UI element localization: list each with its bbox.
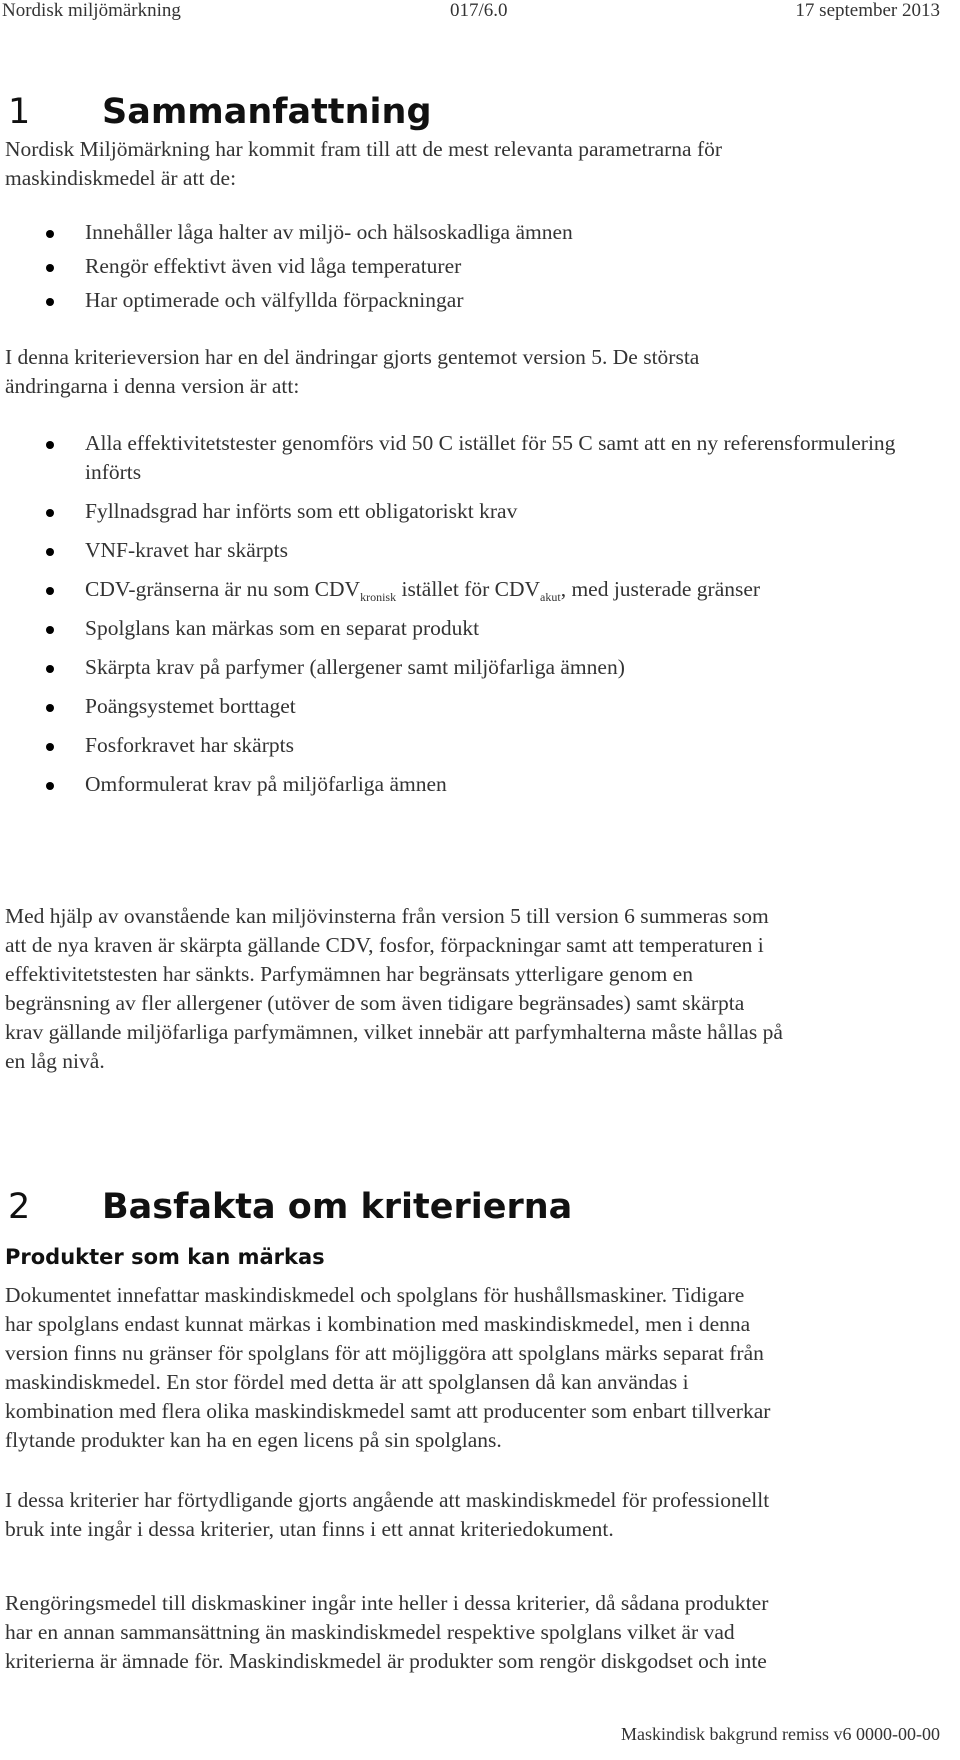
bullet-icon [46,782,54,790]
subscript-akut: akut [540,590,561,604]
header-organization: Nordisk miljömärkning [2,0,181,21]
paragraph-line: flytande produkter kan ha en egen licens på sin spolglans. [5,1428,502,1452]
list-item: CDV-gränserna är nu som $CDV_{kronisk}$ istället för $CDV_{akut}$, med justerade gränser [0,575,955,604]
section-2-paragraph-3 [5,1589,960,1676]
paragraph-line: kriterierna är ämnade för. Maskindiskmedel är produkter som rengör diskgodset och inte [5,1649,767,1673]
bullet-icon [46,665,54,673]
bullet-icon [46,264,54,272]
bullet-icon [46,548,54,556]
paragraph-line: Rengöringsmedel till diskmaskiner ingår inte heller i dessa kriterier, då sådana produkter [5,1591,769,1615]
list-item: Har optimerade och välfyllda förpackningar [0,286,955,315]
list-item: Fosforkravet har skärpts [0,731,955,760]
section-2-paragraph-1 [5,1281,960,1455]
subheading-products: Produkter som kan märkas [5,1245,325,1269]
page-header [0,0,940,26]
summary-line: Med hjälp av ovanstående kan miljövinsterna från version 5 till version 6 summeras som [5,904,769,928]
bullet-icon [46,626,54,634]
parameters-list [0,218,955,320]
section-2-heading [8,1187,572,1227]
list-item: Poängsystemet borttaget [0,692,955,721]
changes-intro [5,343,960,401]
list-item: Innehåller låga halter av miljö- och hälsoskadliga ämnen [0,218,955,247]
list-item: Skärpta krav på parfymer (allergener samt miljöfarliga ämnen) [0,653,955,682]
intro-line: maskindiskmedel är att de: [5,166,237,190]
summary-line: begränsning av fler allergener (utöver de som även tidigare begränsades) samt skärpta [5,991,745,1015]
bullet-icon [46,587,54,595]
section-2-title: Basfakta om kriterierna [102,1187,573,1227]
header-document-number: 017/6.0 [450,0,508,21]
section-2-number: 2 [8,1187,31,1227]
header-date: 17 september 2013 [795,0,940,21]
summary-line: effektivitetstesten har sänkts. Parfymämnen har begränsats ytterligare genom en [5,962,693,986]
changes-intro-line: ändringarna i denna version är att: [5,374,300,398]
section-1-intro [5,135,960,193]
paragraph-line: Dokumentet innefattar maskindiskmedel och spolglans för hushållsmaskiner. Tidigare [5,1283,745,1307]
paragraph-line: har en annan sammansättning än maskindiskmedel respektive spolglans vilket är vad [5,1620,735,1644]
paragraph-line: kombination med flera olika maskindiskmedel samt att producenter som enbart tillverkar [5,1399,771,1423]
paragraph-line: bruk inte ingår i dessa kriterier, utan finns i ett annat kriteriedokument. [5,1517,614,1541]
list-item: Rengör effektivt även vid låga temperaturer [0,252,955,281]
bullet-icon [46,704,54,712]
summary-line: att de nya kraven är skärpta gällande CDV, fosfor, förpackningar samt att temperaturen i [5,933,764,957]
section-1-number: 1 [8,92,31,132]
bullet-icon [46,743,54,751]
paragraph-line: maskindiskmedel. En stor fördel med detta är att spolglansen då kan användas i [5,1370,689,1394]
list-item: VNF-kravet har skärpts [0,536,955,565]
list-item: Alla effektivitetstester genomförs vid 50 C istället för 55 C samt att en ny referensformulering införts [0,429,955,487]
bullet-icon [46,441,54,449]
list-item: Fyllnadsgrad har införts som ett obligatoriskt krav [0,497,955,526]
section-2-paragraph-2 [5,1486,960,1544]
paragraph-line: version finns nu gränser för spolglans för att möjliggöra att spolglans märks separat från [5,1341,764,1365]
paragraph-line: I dessa kriterier har förtydligande gjorts angående att maskindiskmedel för professionellt [5,1488,770,1512]
summary-line: krav gällande miljöfarliga parfymämnen, vilket innebär att parfymhalterna måste hållas på [5,1020,783,1044]
section-1-heading [8,92,432,132]
page-footer: Maskindisk bakgrund remiss v6 0000-00-00 [621,1724,940,1744]
subscript-kronisk: kronisk [360,590,397,604]
changes-list [0,429,955,809]
bullet-icon [46,509,54,517]
summary-line: en låg nivå. [5,1049,105,1073]
bullet-icon [46,230,54,238]
intro-line: Nordisk Miljömärkning har kommit fram till att de mest relevanta parametrarna för [5,137,723,161]
section-1-summary [5,902,960,1076]
list-item: Omformulerat krav på miljöfarliga ämnen [0,770,955,799]
list-item: Spolglans kan märkas som en separat produkt [0,614,955,643]
bullet-icon [46,298,54,306]
section-1-title: Sammanfattning [102,92,432,132]
paragraph-line: har spolglans endast kunnat märkas i kombination med maskindiskmedel, men i denna [5,1312,751,1336]
changes-intro-line: I denna kriterieversion har en del ändringar gjorts gentemot version 5. De största [5,345,700,369]
